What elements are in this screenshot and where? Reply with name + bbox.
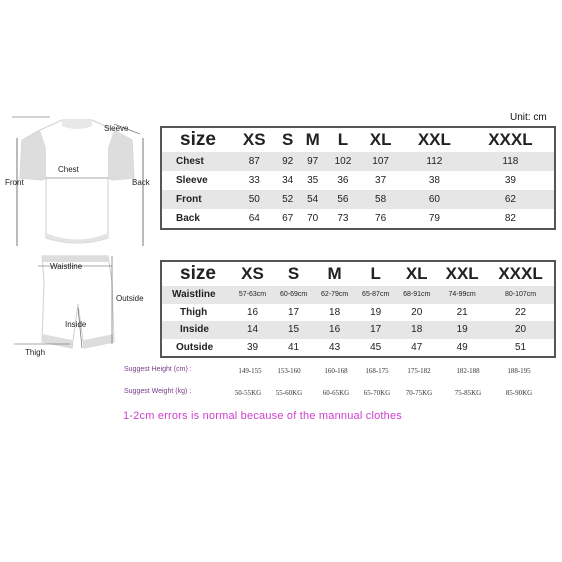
header-cell: XL bbox=[359, 128, 402, 152]
header-cell: XS bbox=[232, 128, 277, 152]
cell: 34 bbox=[277, 171, 299, 190]
row-label: Front bbox=[162, 190, 232, 209]
header-cell: S bbox=[273, 262, 314, 286]
front-label: Front bbox=[5, 178, 24, 187]
cell: 57-63cm bbox=[232, 286, 273, 304]
header-cell: M bbox=[299, 128, 327, 152]
table-row bbox=[162, 339, 554, 357]
suggest-height-value: 188-195 bbox=[507, 367, 531, 375]
suggest-height-value: 182-188 bbox=[456, 367, 480, 375]
shorts-header-row bbox=[162, 262, 554, 286]
cell: 33 bbox=[232, 171, 277, 190]
cell: 37 bbox=[359, 171, 402, 190]
cell: 21 bbox=[437, 304, 487, 322]
header-cell: M bbox=[314, 262, 355, 286]
suggest-height-value: 168-175 bbox=[365, 367, 389, 375]
cell: 18 bbox=[396, 321, 437, 339]
cell: 79 bbox=[402, 209, 467, 228]
back-label: Back bbox=[132, 178, 150, 187]
cell: 67 bbox=[277, 209, 299, 228]
table-row bbox=[162, 321, 554, 339]
cell: 76 bbox=[359, 209, 402, 228]
cell: 73 bbox=[327, 209, 360, 228]
cell: 20 bbox=[396, 304, 437, 322]
cell: 41 bbox=[273, 339, 314, 357]
suggest-weight-value: 50-55KG bbox=[234, 389, 262, 397]
cell: 112 bbox=[402, 152, 467, 171]
cell: 20 bbox=[487, 321, 554, 339]
table-row bbox=[162, 286, 554, 304]
suggest-height-label: Suggest Height (cm) : bbox=[124, 366, 192, 373]
suggest-height-value: 175-182 bbox=[407, 367, 431, 375]
cell: 74-99cm bbox=[437, 286, 487, 304]
cell: 62 bbox=[467, 190, 554, 209]
cell: 107 bbox=[359, 152, 402, 171]
cell: 62-79cm bbox=[314, 286, 355, 304]
cell: 102 bbox=[327, 152, 360, 171]
header-cell: XXL bbox=[402, 128, 467, 152]
table-row bbox=[162, 190, 554, 209]
cell: 97 bbox=[299, 152, 327, 171]
inside-label: Inside bbox=[65, 320, 87, 329]
cell: 68-91cm bbox=[396, 286, 437, 304]
suggest-height-value: 160-168 bbox=[324, 367, 348, 375]
header-cell: S bbox=[277, 128, 299, 152]
jersey-header-row bbox=[162, 128, 554, 152]
header-cell: XS bbox=[232, 262, 273, 286]
cell: 70 bbox=[299, 209, 327, 228]
cell: 35 bbox=[299, 171, 327, 190]
cell: 87 bbox=[232, 152, 277, 171]
header-cell: XL bbox=[396, 262, 437, 286]
cell: 58 bbox=[359, 190, 402, 209]
chest-label: Chest bbox=[58, 165, 79, 174]
header-cell: L bbox=[355, 262, 396, 286]
cell: 54 bbox=[299, 190, 327, 209]
cell: 118 bbox=[467, 152, 554, 171]
cell: 65-87cm bbox=[355, 286, 396, 304]
suggest-weight-value: 75-85KG bbox=[454, 389, 482, 397]
thigh-label: Thigh bbox=[25, 348, 46, 357]
header-cell: size bbox=[162, 262, 232, 286]
header-cell: XXL bbox=[437, 262, 487, 286]
row-label: Inside bbox=[162, 321, 232, 339]
cell: 52 bbox=[277, 190, 299, 209]
cell: 15 bbox=[273, 321, 314, 339]
table-row bbox=[162, 304, 554, 322]
cell: 36 bbox=[327, 171, 360, 190]
row-label: Thigh bbox=[162, 304, 232, 322]
cell: 49 bbox=[437, 339, 487, 357]
waistline-label: Waistline bbox=[50, 262, 83, 271]
cell: 43 bbox=[314, 339, 355, 357]
unit-label: Unit: cm bbox=[510, 112, 547, 123]
suggest-weight-value: 85-90KG bbox=[505, 389, 533, 397]
cell: 45 bbox=[355, 339, 396, 357]
cell: 16 bbox=[314, 321, 355, 339]
shorts-size-table bbox=[160, 260, 556, 358]
suggest-height-value: 149-155 bbox=[238, 367, 262, 375]
cell: 64 bbox=[232, 209, 277, 228]
cell: 14 bbox=[232, 321, 273, 339]
header-cell: L bbox=[327, 128, 360, 152]
suggest-weight-value: 65-70KG bbox=[363, 389, 391, 397]
suggest-weight-label: Suggest Weight (kg) : bbox=[124, 388, 192, 395]
table-row bbox=[162, 209, 554, 228]
cell: 47 bbox=[396, 339, 437, 357]
cell: 82 bbox=[467, 209, 554, 228]
cell: 22 bbox=[487, 304, 554, 322]
sleeve-label: Sleeve bbox=[104, 124, 129, 133]
cell: 50 bbox=[232, 190, 277, 209]
table-row bbox=[162, 152, 554, 171]
cell: 60-69cm bbox=[273, 286, 314, 304]
row-label: Outside bbox=[162, 339, 232, 357]
cell: 56 bbox=[327, 190, 360, 209]
cell: 51 bbox=[487, 339, 554, 357]
header-cell: XXXL bbox=[467, 128, 554, 152]
cell: 19 bbox=[437, 321, 487, 339]
error-tolerance-note: 1-2cm errors is normal because of the mannual clothes bbox=[123, 410, 403, 422]
cell: 39 bbox=[232, 339, 273, 357]
jersey-size-table bbox=[160, 126, 556, 230]
cell: 38 bbox=[402, 171, 467, 190]
suggest-weight-value: 55-60KG bbox=[275, 389, 303, 397]
cell: 19 bbox=[355, 304, 396, 322]
cell: 60 bbox=[402, 190, 467, 209]
suggest-weight-value: 70-75KG bbox=[405, 389, 433, 397]
row-label: Back bbox=[162, 209, 232, 228]
cell: 16 bbox=[232, 304, 273, 322]
row-label: Chest bbox=[162, 152, 232, 171]
row-label: Sleeve bbox=[162, 171, 232, 190]
header-cell: XXXL bbox=[487, 262, 554, 286]
table-row bbox=[162, 171, 554, 190]
outside-label: Outside bbox=[116, 294, 144, 303]
cell: 18 bbox=[314, 304, 355, 322]
row-label: Waistline bbox=[162, 286, 232, 304]
cell: 17 bbox=[273, 304, 314, 322]
cell: 92 bbox=[277, 152, 299, 171]
header-cell: size bbox=[162, 128, 232, 152]
cell: 80-107cm bbox=[487, 286, 554, 304]
cell: 39 bbox=[467, 171, 554, 190]
suggest-weight-value: 60-65KG bbox=[322, 389, 350, 397]
cell: 17 bbox=[355, 321, 396, 339]
suggest-height-value: 153-160 bbox=[277, 367, 301, 375]
